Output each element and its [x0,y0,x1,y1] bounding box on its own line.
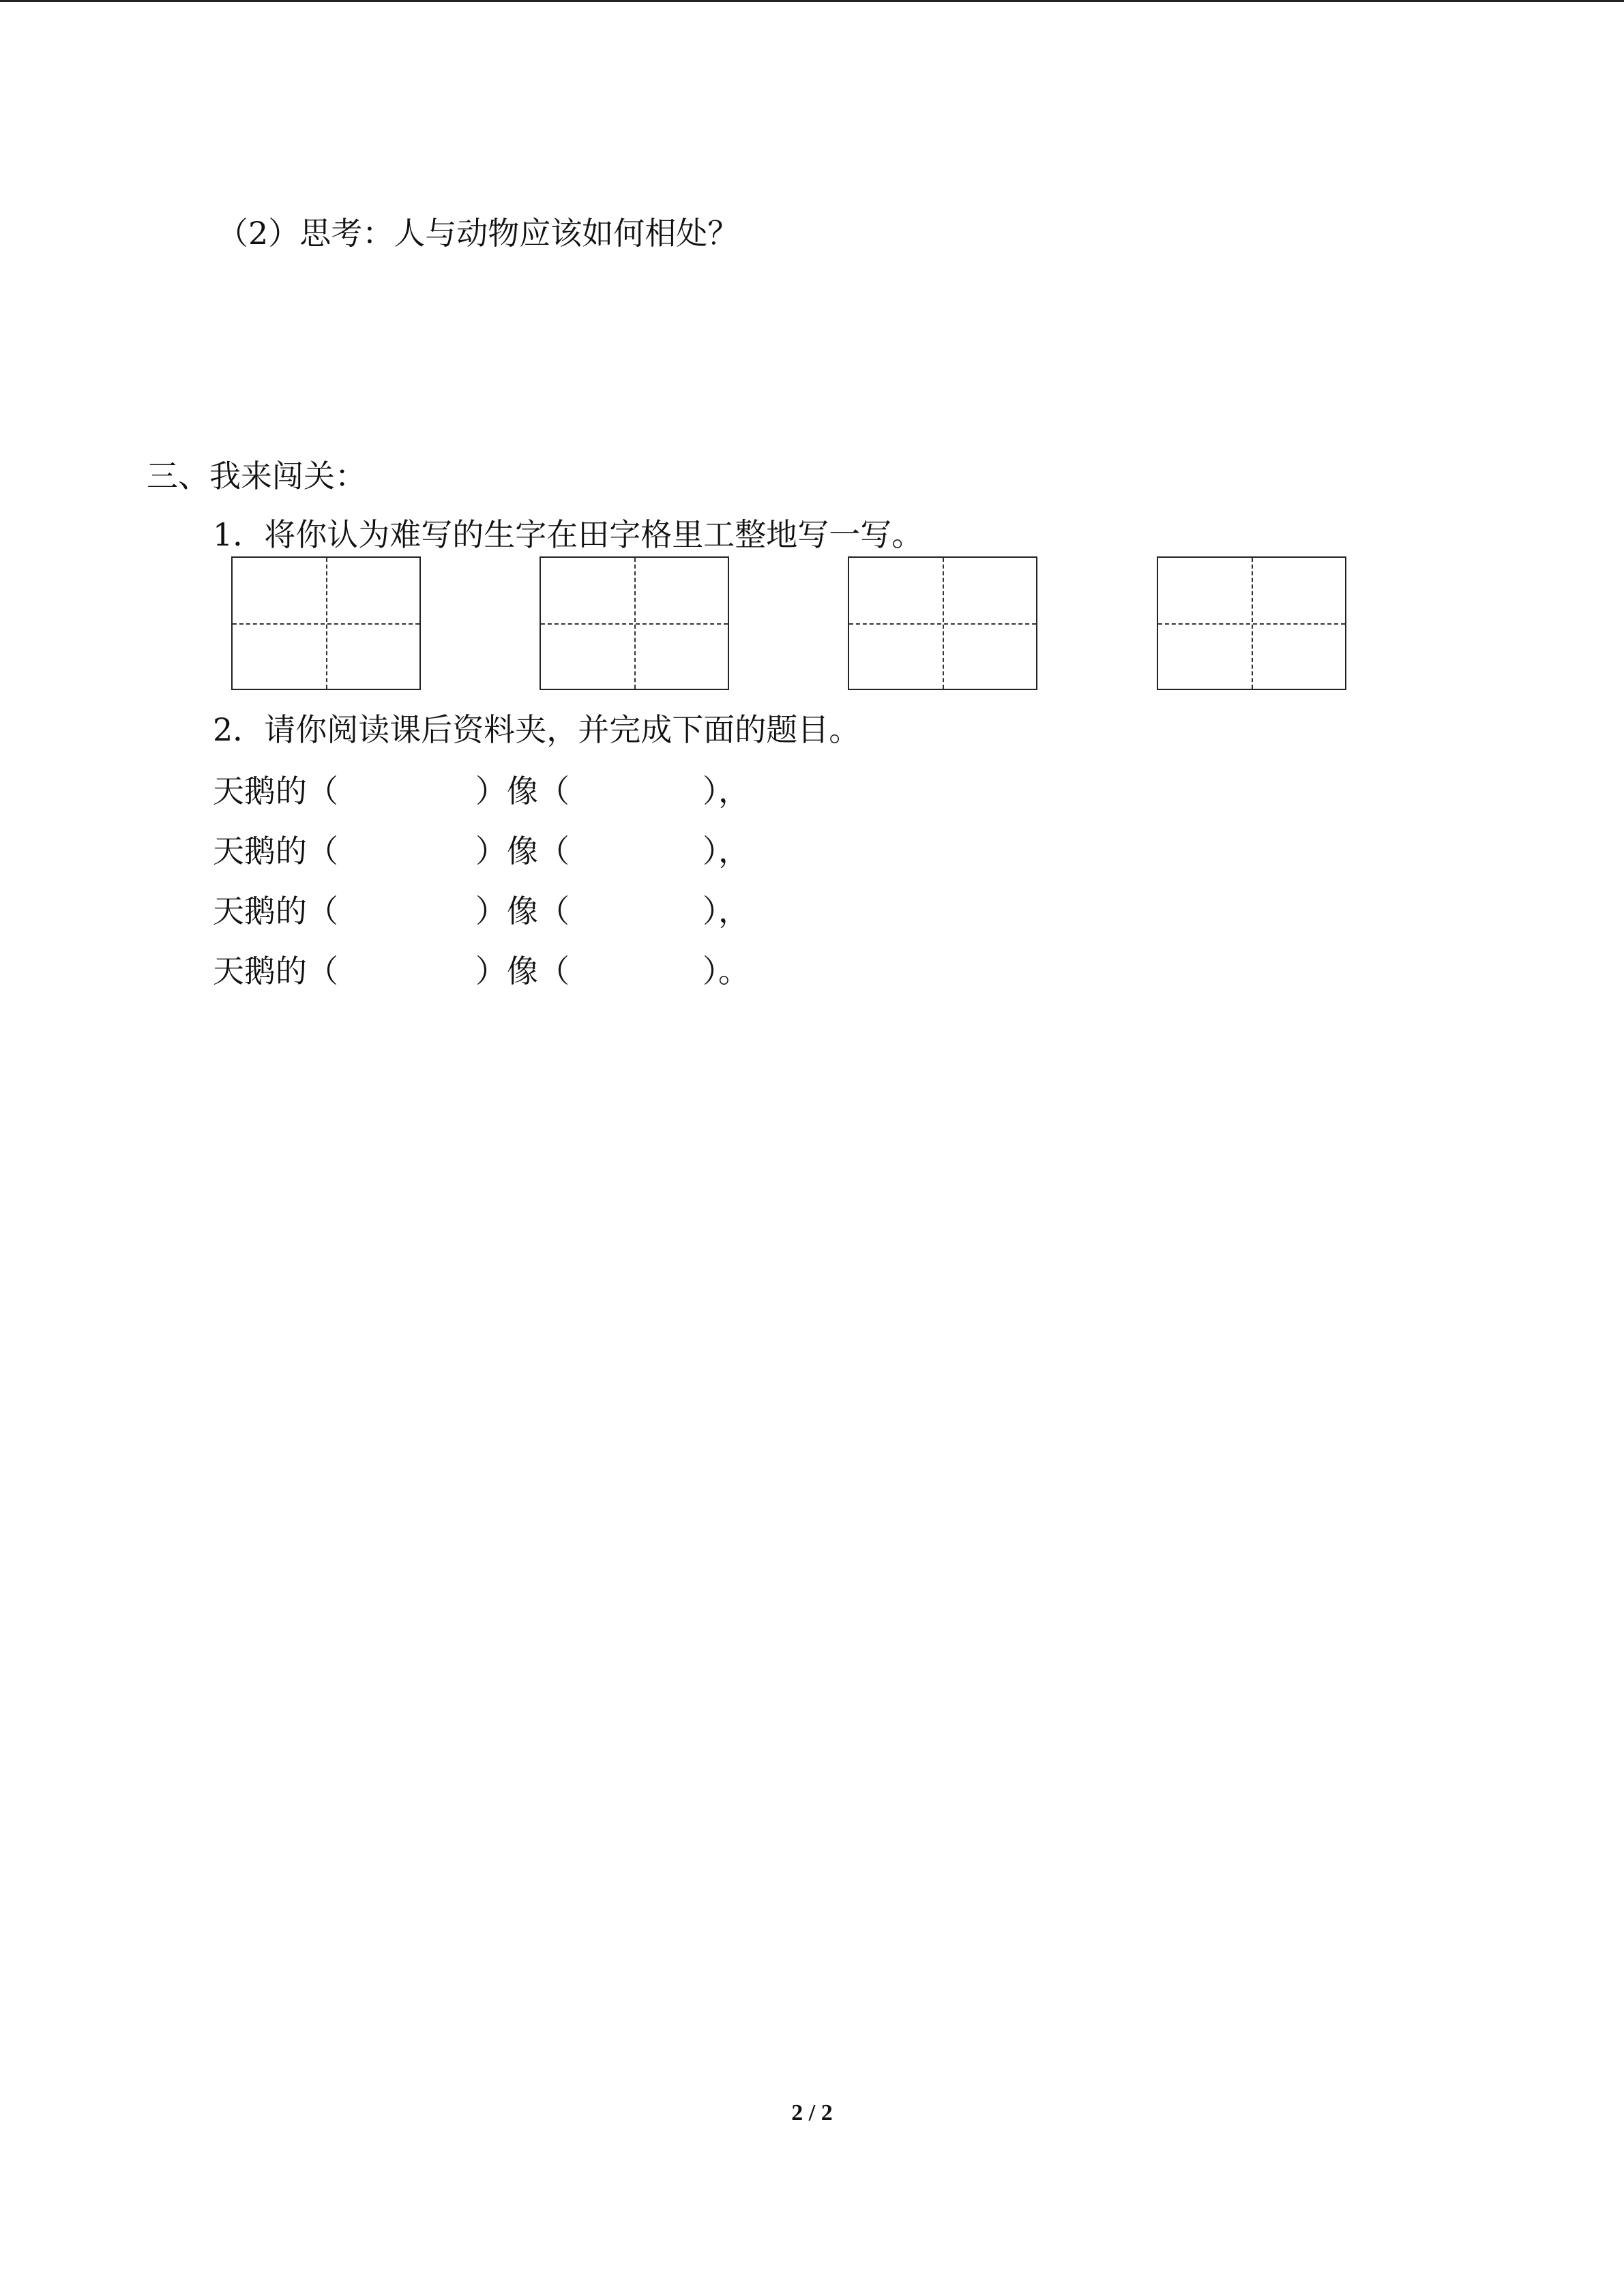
grid-horizontal-guide [1158,623,1345,625]
fill-prefix: 天鹅的（ [213,833,338,869]
fill-middle: ）像（ [475,953,570,989]
writing-grid-box-4[interactable] [1157,556,1346,690]
fill-prefix: 天鹅的（ [213,893,338,929]
fill-prefix: 天鹅的（ [213,953,338,989]
writing-grid-box-1[interactable] [231,556,421,690]
writing-grid-box-2[interactable] [540,556,729,690]
grid-horizontal-guide [849,623,1036,625]
top-border [0,0,1624,2]
fill-end: ）。 [703,953,750,989]
fill-middle: ）像（ [475,893,570,929]
fill-end: ）， [703,773,750,809]
fill-in-line-4[interactable] [213,951,750,1114]
fill-middle: ）像（ [475,833,570,869]
question-2-read-folder: 2．请你阅读课后资料夹，并完成下面的题目。 [213,711,861,748]
fill-prefix: 天鹅的（ [213,773,338,809]
fill-middle: ）像（ [475,773,570,809]
question-2-think: （2）思考：人与动物应该如何相处？ [217,215,739,252]
question-1-write-characters: 1．将你认为难写的生字在田字格里工整地写一写。 [213,516,924,553]
fill-end: ）， [703,893,750,929]
grid-horizontal-guide [233,623,419,625]
writing-grid-box-3[interactable] [848,556,1037,690]
page-number: 2 / 2 [791,2100,833,2126]
fill-end: ）， [703,833,750,869]
section-3-heading: 三、我来闯关： [147,458,366,494]
grid-horizontal-guide [541,623,728,625]
